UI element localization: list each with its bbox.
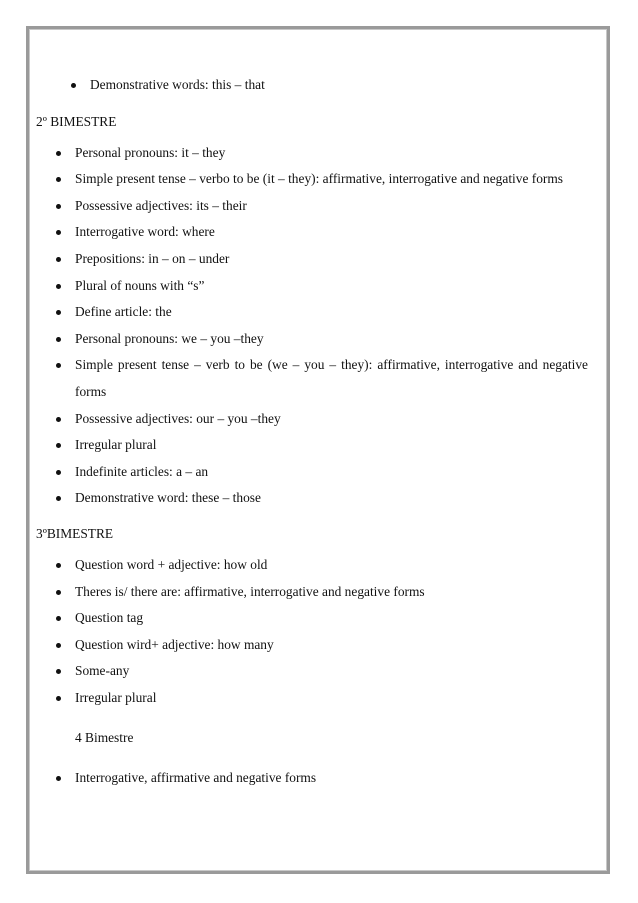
section-2-list [36, 140, 588, 512]
bullet-icon [56, 696, 61, 701]
list-item [36, 166, 588, 193]
list-item-text: Interrogative word: where [75, 224, 215, 240]
list-item [36, 658, 588, 685]
bullet-icon [56, 230, 61, 235]
bullet-icon [71, 83, 76, 88]
list-item-text: Plural of nouns with “s” [75, 277, 205, 293]
list-item [36, 632, 588, 659]
list-item [36, 579, 588, 606]
bullet-icon [56, 669, 61, 674]
bullet-icon [56, 563, 61, 568]
bullet-icon [56, 337, 61, 342]
section-heading-3: 3ºBIMESTRE [36, 525, 114, 541]
bullet-icon [56, 417, 61, 422]
intro-list [36, 72, 588, 99]
list-item-text: Simple present tense – verbo to be (it – they): affirmative, interrogative and negative forms [75, 171, 563, 187]
bullet-icon [56, 590, 61, 595]
bullet-icon [56, 443, 61, 448]
bullet-icon [56, 616, 61, 621]
list-item [36, 72, 588, 99]
list-item-text: Question wird+ adjective: how many [75, 636, 274, 652]
list-item-text: Possessive adjectives: our – you –they [75, 410, 281, 426]
list-item [36, 193, 588, 220]
list-item-text: Demonstrative word: these – those [75, 490, 261, 506]
list-item [36, 459, 588, 486]
bullet-icon [56, 177, 61, 182]
list-item [36, 765, 588, 792]
list-item-text: Question tag [75, 610, 144, 626]
list-item-text: Theres is/ there are: affirmative, interrogative and negative forms [75, 583, 425, 599]
bullet-icon [56, 151, 61, 156]
list-item-text: Interrogative, affirmative and negative forms [75, 770, 317, 786]
list-item-text: Simple present tense – verb to be (we – you – they): affirmative, interrogative and negative forms [75, 357, 588, 399]
list-item [36, 246, 588, 273]
list-item-text: Some-any [75, 663, 130, 679]
section-3-list [36, 552, 588, 712]
section-4-list [36, 765, 588, 792]
list-item [36, 140, 588, 167]
bullet-icon [56, 643, 61, 648]
list-item-text: Define article: the [75, 304, 172, 320]
list-item [36, 485, 588, 512]
section-heading-2: 2º BIMESTRE [36, 113, 117, 129]
document-body [36, 72, 588, 792]
list-item [36, 219, 588, 246]
list-item [36, 406, 588, 433]
list-item-text: Possessive adjectives: its – their [75, 197, 247, 213]
list-item [36, 605, 588, 632]
list-item-text: Demonstrative words: this – that [90, 77, 265, 92]
bullet-icon [56, 496, 61, 501]
list-item [36, 299, 588, 326]
list-item-text: Irregular plural [75, 689, 157, 705]
list-item-text: Question word + adjective: how old [75, 556, 268, 572]
bullet-icon [56, 776, 61, 781]
bullet-icon [56, 363, 61, 368]
bullet-icon [56, 284, 61, 289]
bullet-icon [56, 470, 61, 475]
list-item-text: Prepositions: in – on – under [75, 250, 230, 266]
list-item [36, 326, 588, 353]
list-item-text: Irregular plural [75, 437, 157, 453]
list-item-text: Personal pronouns: it – they [75, 144, 226, 160]
list-item [36, 273, 588, 300]
list-item-text: Indefinite articles: a – an [75, 463, 209, 479]
list-item [36, 552, 588, 579]
bullet-icon [56, 257, 61, 262]
section-heading-4: 4 Bimestre [75, 730, 134, 746]
bullet-icon [56, 204, 61, 209]
list-item-text: Personal pronouns: we – you –they [75, 330, 264, 346]
list-item [36, 352, 588, 405]
bullet-icon [56, 310, 61, 315]
list-item [36, 685, 588, 712]
list-item [36, 432, 588, 459]
